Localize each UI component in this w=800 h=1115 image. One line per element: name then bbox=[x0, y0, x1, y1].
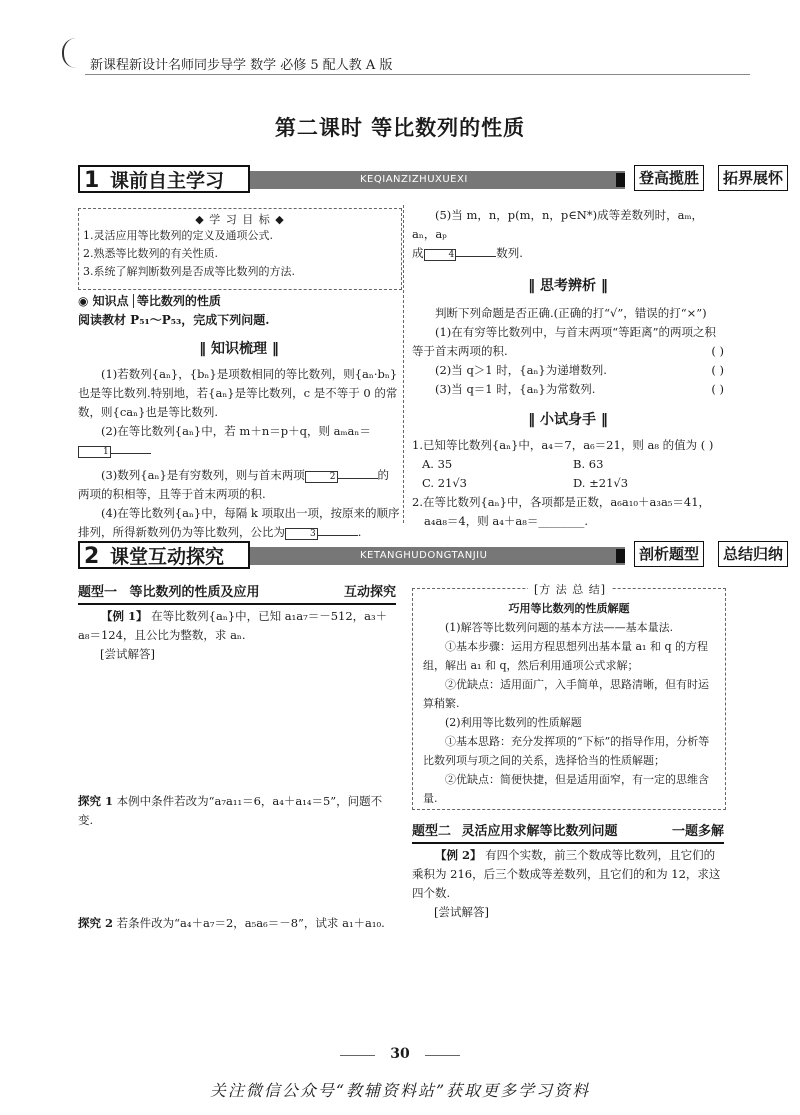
knowledge-point-title: 等比数列的性质 bbox=[133, 294, 221, 308]
goal-item: 2.熟悉等比数列的有关性质. bbox=[83, 247, 218, 260]
quiz-options-row bbox=[412, 474, 724, 493]
topic-2 bbox=[412, 822, 724, 922]
topic-2-tag: 一题多解 bbox=[671, 824, 724, 839]
method-summary-box bbox=[412, 583, 726, 810]
learning-goals-box bbox=[78, 208, 402, 290]
knowledge-point-label: ◉ 知识点 bbox=[78, 294, 129, 308]
quiz-question-2b: a₄a₈＝4，则 a₄＋a₈＝________. bbox=[424, 514, 588, 528]
property-4: (4)在等比数列{aₙ}中，每隔 k 项取出一项，按原来的顺序排列，所得新数列仍为等比数列，公比为 3 . bbox=[78, 506, 400, 539]
header-rule bbox=[85, 74, 750, 75]
fill-blank[interactable] bbox=[456, 256, 496, 257]
section1-title: 课前自主学习 bbox=[109, 170, 224, 192]
property-3-text: (3)数列{aₙ}是有穷数列，则与首末两项 bbox=[101, 468, 305, 482]
property-1: (1)若数列{aₙ}，{bₙ}是项数相同的等比数列，则{aₙ·bₙ}也是等比数列.特别地，若{aₙ}是等比数列，c 是不等于 0 的常数，则{caₙ}也是等比数列. bbox=[78, 367, 398, 419]
answer-paren[interactable]: ( ) bbox=[711, 344, 724, 358]
blank-number: 3 bbox=[285, 528, 318, 540]
section1-number: 1 bbox=[84, 168, 100, 193]
topic-2-label: 题型二 bbox=[412, 824, 452, 839]
handwritten-note: 关注微信公众号“教辅资料站”获取更多学习资料 bbox=[209, 1081, 591, 1100]
blank-number: 1 bbox=[78, 446, 111, 458]
explore-1-label: 探究 1 bbox=[78, 794, 114, 808]
section2-tag-1: 剖析题型 bbox=[634, 541, 704, 567]
topic-1-title bbox=[78, 583, 396, 605]
try-answer-label: [尝试解答] bbox=[100, 647, 155, 661]
thinking-item-text: (1)在有穷等比数列中，与首末两项“等距离”的两项之积等于首末两项的积. bbox=[412, 325, 717, 358]
try-answer-label: [尝试解答] bbox=[434, 905, 489, 919]
topic-1-tag: 互动探究 bbox=[343, 585, 396, 600]
section2-title-block bbox=[78, 541, 250, 569]
summary-line: (1)解答等比数列问题的基本方法——基本量法. bbox=[445, 621, 674, 634]
example-2 bbox=[412, 846, 724, 903]
example-1-label: 【例 1】 bbox=[101, 609, 148, 623]
column-divider bbox=[403, 205, 404, 523]
example-1-text: 在等比数列{aₙ}中，已知 a₁a₇＝－512，a₃＋a₈＝124，且公比为整数，求 aₙ. bbox=[78, 609, 388, 642]
property-5-text-b: 成 bbox=[412, 246, 424, 260]
section1-title-block bbox=[78, 165, 250, 193]
blank-number: 2 bbox=[305, 471, 338, 483]
example-2-text: 有四个实数，前三个数成等比数列，且它们的乘积为 216，后三个数成等差数列，且它们的和为 12，求这四个数. bbox=[412, 848, 721, 900]
thinking-item-text: (2)当 q＞1 时，{aₙ}为递增数列. bbox=[435, 363, 607, 377]
explore-2 bbox=[78, 914, 396, 933]
banner-square-icon bbox=[616, 549, 625, 563]
topic-2-name: 灵活应用求解等比数列问题 bbox=[461, 824, 618, 839]
quiz-question-2: 2.在等比数列{aₙ}中，各项都是正数，a₆a₁₀＋a₃a₅＝41， bbox=[412, 495, 711, 509]
thinking-heading: ‖ 思考辨析 ‖ bbox=[528, 278, 608, 294]
thinking-item bbox=[412, 361, 724, 380]
property-5-text-c: 数列. bbox=[496, 246, 523, 260]
summary-heading: [方 法 总 结] bbox=[528, 580, 612, 599]
lesson-title: 第二课时 等比数列的性质 bbox=[274, 116, 526, 140]
answer-paren[interactable]: ( ) bbox=[711, 382, 724, 396]
property-4-text: (4)在等比数列{aₙ}中，每隔 k 项取出一项，按原来的顺序排列，所得新数列仍为等比数列，公比为 bbox=[78, 506, 400, 539]
summary-title: 巧用等比数列的性质解题 bbox=[508, 602, 630, 615]
thinking-item-text: (3)当 q＝1 时，{aₙ}为常数列. bbox=[435, 382, 596, 396]
page-number: 30 bbox=[390, 1046, 410, 1062]
property-3-text-end: 的两项的积相等，且等于首末两项的积. bbox=[78, 468, 389, 501]
property-5-text: (5)当 m，n，p(m，n，p∈N*)成等差数列时，aₘ，aₙ，aₚ bbox=[412, 208, 703, 241]
option-b[interactable]: B. 63 bbox=[573, 457, 604, 471]
explore-1-text: 本例中条件若改为“a₇a₁₁＝6，a₄＋a₁₄＝5”，问题不变. bbox=[78, 794, 383, 827]
property-3 bbox=[78, 466, 400, 504]
explore-2-text: 若条件改为“a₄＋a₇＝2，a₅a₆＝－8”，试求 a₁＋a₁₀. bbox=[116, 916, 385, 930]
property-5 bbox=[412, 206, 724, 263]
thinking-item bbox=[412, 380, 724, 399]
property-2-text: (2)在等比数列{aₙ}中，若 m＋n＝p＋q，则 aₘaₙ＝ bbox=[101, 424, 371, 438]
fill-blank[interactable] bbox=[318, 535, 358, 536]
goal-item: 1.灵活应用等比数列的定义及通项公式. bbox=[83, 229, 273, 242]
answer-paren[interactable]: ( ) bbox=[711, 363, 724, 377]
quiz-question-1: 1.已知等比数列{aₙ}中，a₄＝7，a₆＝21，则 a₈ 的值为 ( ) bbox=[412, 438, 714, 452]
right-column bbox=[412, 206, 724, 531]
section2-pinyin: KETANGHUDONGTANJIU bbox=[250, 547, 625, 565]
option-d[interactable]: D. ±21√3 bbox=[573, 476, 629, 490]
goal-item: 3.系统了解判断数列是否成等比数列的方法. bbox=[83, 265, 295, 278]
topic-1 bbox=[78, 583, 396, 664]
option-a[interactable]: A. 35 bbox=[422, 457, 453, 471]
quiz-options-row bbox=[412, 455, 724, 474]
example-2-label: 【例 2】 bbox=[435, 848, 482, 862]
section2-tag-2: 总结归纳 bbox=[718, 541, 788, 567]
summary-line: ①基本步骤：运用方程思想列出基本量 a₁ 和 q 的方程组，解出 a₁ 和 q，然后利用通项公式求解； bbox=[423, 640, 708, 672]
summary-line: ②优缺点：简便快捷，但是适用面窄，有一定的思维含量. bbox=[423, 773, 709, 805]
section2-title: 课堂互动探究 bbox=[109, 546, 224, 568]
topic-1-label: 题型一 bbox=[78, 585, 118, 600]
section1-tag-2: 拓界展怀 bbox=[718, 165, 788, 191]
topic-2-title bbox=[412, 822, 724, 844]
goals-heading: ◆ 学 习 目 标 ◆ bbox=[195, 213, 285, 226]
section2-number: 2 bbox=[84, 544, 100, 569]
section1-pinyin: KEQIANZIZHUXUEXI bbox=[250, 171, 625, 189]
banner-square-icon bbox=[616, 173, 625, 187]
summary-line: (2)利用等比数列的性质解题 bbox=[445, 716, 582, 729]
explore-1 bbox=[78, 792, 396, 830]
knowledge-point-heading bbox=[78, 292, 400, 311]
knowledge-review-heading: ‖ 知识梳理 ‖ bbox=[199, 341, 279, 357]
property-2 bbox=[78, 422, 400, 460]
reading-instruction: 阅读教材 P₅₁～P₅₃，完成下列问题. bbox=[78, 313, 270, 327]
thinking-intro: 判断下列命题是否正确.(正确的打“√”，错误的打“×”) bbox=[435, 306, 707, 320]
section1-tag-1: 登高揽胜 bbox=[634, 165, 704, 191]
blank-number: 4 bbox=[424, 249, 457, 261]
fill-blank[interactable] bbox=[338, 478, 378, 479]
explore-2-label: 探究 2 bbox=[78, 916, 114, 930]
fill-blank[interactable] bbox=[111, 453, 151, 454]
header-curve bbox=[62, 38, 78, 68]
knowledge-section bbox=[78, 292, 400, 542]
book-header: 新课程新设计名师同步导学 数学 必修 5 配人教 A 版 bbox=[90, 58, 393, 73]
section1-banner bbox=[78, 165, 784, 193]
summary-line: ①基本思路：充分发挥项的“下标”的指导作用，分析等比数列项与项之间的关系，选择恰当的性质解题； bbox=[423, 735, 710, 767]
footer-rule-right bbox=[425, 1055, 460, 1056]
option-c[interactable]: C. 21√3 bbox=[422, 476, 467, 490]
summary-line: ②优缺点：适用面广，入手简单，思路清晰，但有时运算稍繁. bbox=[423, 678, 709, 710]
example-1 bbox=[78, 607, 396, 645]
thinking-item bbox=[412, 323, 724, 361]
section2-banner bbox=[78, 541, 784, 569]
topic-1-name: 等比数列的性质及应用 bbox=[129, 585, 260, 600]
quiz-heading: ‖ 小试身手 ‖ bbox=[528, 412, 608, 428]
